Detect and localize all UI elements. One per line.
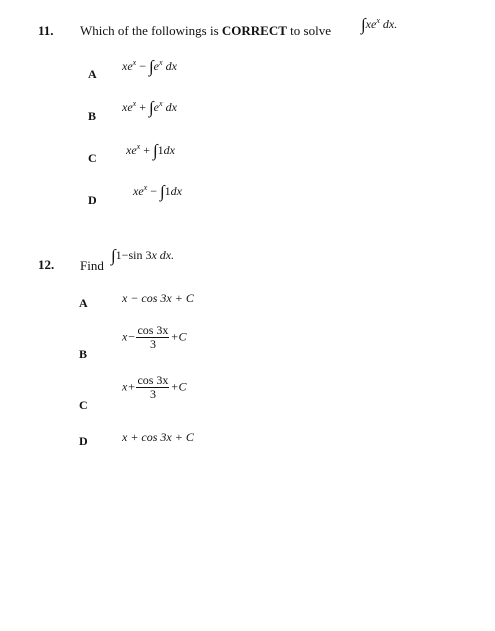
option-integrand: 1: [164, 184, 171, 198]
question-text: Find: [80, 258, 104, 273]
option-term: xe: [126, 143, 137, 157]
integral-sign: ∫: [153, 141, 158, 160]
option-letter: A: [88, 67, 97, 81]
option-operator: +: [143, 143, 150, 157]
option-letter: A: [79, 296, 88, 310]
option-expression: [122, 56, 177, 74]
option-expression: x + cos 3x + C: [122, 430, 194, 444]
option-expression: [126, 140, 175, 158]
integral-sign: ∫: [149, 57, 154, 76]
fraction-numerator: cos 3x: [137, 323, 169, 337]
option-expression: [133, 181, 182, 199]
option-expression: [122, 97, 177, 115]
option-differential: dx: [165, 59, 177, 73]
question-text-after: to solve: [290, 23, 331, 38]
expr-differential: dx.: [382, 17, 398, 31]
question-number: 12.: [38, 257, 55, 272]
option-exponent: x: [136, 142, 141, 151]
option-term: x+: [122, 379, 136, 394]
option-expression: [122, 324, 187, 351]
option-exponent: x: [159, 99, 163, 108]
option-expression: x − cos 3x + C: [122, 291, 194, 305]
option-operator: −: [139, 59, 146, 73]
question-text-before: Which of the followings is: [80, 23, 219, 38]
option-integrand: 1: [157, 143, 164, 157]
fraction-denominator: 3: [149, 387, 156, 401]
expr-term: xe: [365, 17, 377, 31]
option-operator: −: [150, 184, 157, 198]
option-letter: B: [88, 109, 97, 123]
option-letter: C: [88, 151, 97, 165]
expr-differential: dx.: [159, 248, 175, 262]
option-term: xe: [133, 184, 144, 198]
option-term: +C: [170, 379, 187, 394]
integral-sign: ∫: [160, 182, 165, 201]
option-term: e: [153, 59, 159, 73]
option-term: +C: [170, 329, 187, 344]
option-differential: dx: [165, 100, 177, 114]
fraction-denominator: 3: [149, 337, 156, 351]
fraction: [136, 324, 169, 351]
option-operator: +: [139, 100, 146, 114]
option-letter: D: [79, 434, 88, 448]
question-emphasis: CORRECT: [221, 23, 287, 38]
option-term: xe: [122, 100, 133, 114]
option-letter: D: [88, 193, 97, 207]
expr-integrand: 1−sin 3: [115, 248, 152, 262]
option-term: x−: [122, 329, 136, 344]
option-exponent: x: [143, 183, 148, 192]
question-expression: [361, 14, 397, 32]
fraction: [136, 374, 169, 401]
question-text: [80, 23, 331, 39]
option-differential: dx: [163, 143, 175, 157]
option-exponent: x: [132, 99, 137, 108]
option-term: e: [153, 100, 159, 114]
question-number: 11.: [38, 23, 54, 38]
question-expression: [111, 245, 174, 263]
expr-variable: x: [151, 248, 157, 262]
option-differential: dx: [170, 184, 182, 198]
integral-sign: ∫: [111, 246, 116, 265]
option-letter: C: [79, 398, 88, 412]
fraction-numerator: cos 3x: [137, 373, 169, 387]
option-exponent: x: [159, 58, 163, 67]
option-letter: B: [79, 347, 88, 361]
option-expression: [122, 374, 187, 401]
option-exponent: x: [132, 58, 137, 67]
integral-sign: ∫: [149, 98, 154, 117]
integral-sign: ∫: [361, 15, 366, 34]
expr-exponent: x: [376, 16, 380, 25]
option-term: xe: [122, 59, 133, 73]
